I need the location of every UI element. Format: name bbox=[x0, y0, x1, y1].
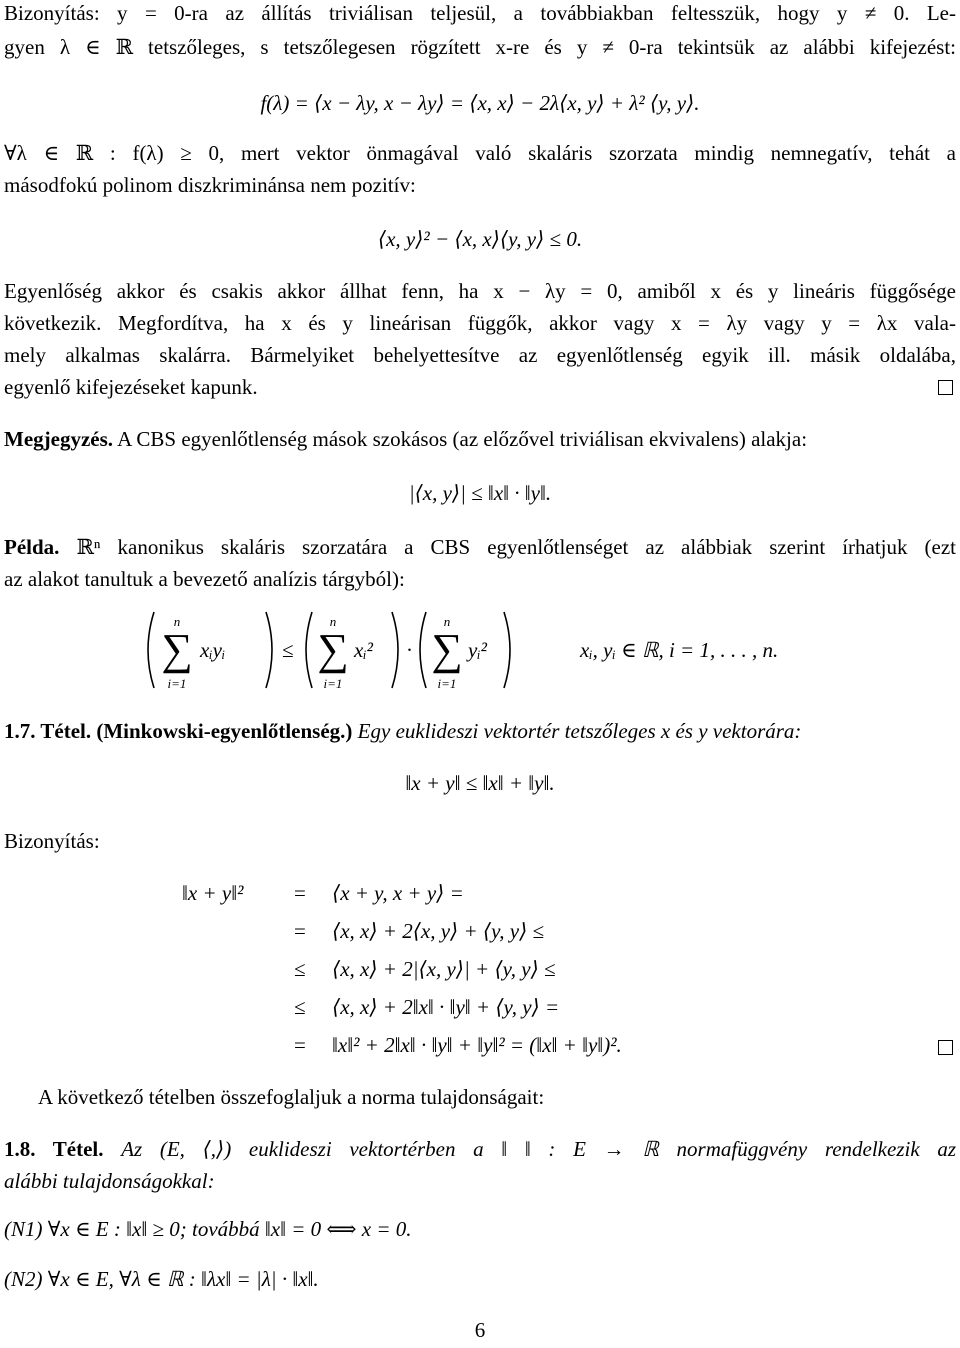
proof1-line8: egyenlő kifejezéseket kapunk. bbox=[4, 375, 258, 399]
sum1-lower: i=1 bbox=[167, 676, 187, 691]
theorem18-text: Az (E, ⟨,⟩) euklideszi vektortérben a ‖ ‖ : E → ℝ normafüggvény rendelkezik az bbox=[121, 1137, 956, 1161]
theorem18-line1 bbox=[4, 1136, 956, 1162]
qed-square-2 bbox=[938, 1040, 953, 1055]
sum-condition: xᵢ, yᵢ ∈ ℝ, i = 1, . . . , n. bbox=[580, 638, 779, 662]
equation-discriminant: ⟨x, y⟩² − ⟨x, x⟩⟨y, y⟩ ≤ 0. bbox=[377, 227, 583, 251]
sum3-upper: n bbox=[443, 614, 451, 629]
equation-f-lambda: f(λ) = ⟨x − λy, x − λy⟩ = ⟨x, x⟩ − 2λ⟨x, y⟩ + λ² ⟨y, y⟩. bbox=[260, 91, 700, 115]
proof1-line6: következik. Megfordítva, ha x és y lineárisan függők, akkor vagy x = λy vagy y = λx vala- bbox=[4, 311, 956, 335]
sum3-sigma-icon: ∑ bbox=[431, 625, 463, 674]
proof1-line4: másodfokú polinom diszkriminánsa nem pozitív: bbox=[4, 173, 416, 197]
proof1-line3: ∀λ ∈ ℝ : f(λ) ≥ 0, mert vektor önmagával való skaláris szorzata mindig nemnegatív, tehát a bbox=[4, 141, 956, 165]
qed-square-1 bbox=[938, 380, 953, 395]
proof1-line5: Egyenlőség akkor és csakis akkor állhat fenn, ha x − λy = 0, amiből x és y lineáris függősége bbox=[4, 279, 956, 303]
align-row-3-rel: ≤ bbox=[294, 957, 306, 981]
align-row-2-rel: = bbox=[294, 919, 306, 943]
theorem18-label: 1.8. Tétel. bbox=[4, 1137, 104, 1161]
align-row-1-lhs: ‖x + y‖² bbox=[182, 881, 244, 905]
sum2-lower: i=1 bbox=[323, 676, 343, 691]
remark-line bbox=[4, 426, 956, 452]
sum3-term: yᵢ² bbox=[468, 638, 487, 662]
align-row-5-rhs: ‖x‖² + 2‖x‖ · ‖y‖ + ‖y‖² = (‖x‖ + ‖y‖)². bbox=[332, 1033, 622, 1057]
equation-cbs-norm: |⟨x, y⟩| ≤ ‖x‖ · ‖y‖. bbox=[408, 481, 552, 505]
align-row-5-rel: = bbox=[294, 1033, 306, 1057]
remark-text: A CBS egyenlőtlenség mások szokásos (az előzővel triviálisan ekvivalens) alakja: bbox=[117, 427, 808, 451]
page-number: 6 bbox=[474, 1318, 486, 1342]
sum2-upper: n bbox=[329, 614, 337, 629]
proof1-line2: gyen λ ∈ ℝ tetszőleges, s tetszőlegesen rögzített x-re és y ≠ 0-ra tekintsük az alábbi kifejezést: bbox=[4, 35, 956, 59]
proof2-label: Bizonyítás: bbox=[4, 829, 100, 853]
equation-minkowski: ‖x + y‖ ≤ ‖x‖ + ‖y‖. bbox=[405, 771, 555, 795]
example-line2: az alakot tanultuk a bevezető analízis tárgyból): bbox=[4, 567, 405, 591]
property-n2: (N2) ∀x ∈ E, ∀λ ∈ ℝ : ‖λx‖ = |λ| · ‖x‖. bbox=[4, 1267, 319, 1291]
example-line1 bbox=[4, 534, 956, 560]
proof1-line1: Bizonyítás: y = 0-ra az állítás triviálisan teljesül, a továbbiakban feltesszük, hogy y ≠ 0. Le- bbox=[4, 1, 956, 25]
theorem17-text: Egy euklideszi vektortér tetszőleges x és y vektorára: bbox=[357, 719, 802, 743]
sum-dot: · bbox=[406, 638, 413, 662]
remark-label: Megjegyzés. bbox=[4, 427, 114, 451]
example-text: ℝⁿ kanonikus skaláris szorzatára a CBS egyenlőtlenséget az alábbiak szerint írhatjuk (ezt bbox=[76, 535, 956, 559]
sum1-upper: n bbox=[173, 614, 181, 629]
align-row-1-rhs: ⟨x + y, x + y⟩ = bbox=[332, 881, 464, 905]
sum1-sigma-icon: ∑ bbox=[161, 625, 193, 674]
align-row-4-rel: ≤ bbox=[294, 995, 306, 1019]
theorem18-line2: alábbi tulajdonságokkal: bbox=[4, 1169, 215, 1193]
example-label: Példa. bbox=[4, 535, 60, 559]
align-row-1-rel: = bbox=[294, 881, 306, 905]
align-row-3-rhs: ⟨x, x⟩ + 2|⟨x, y⟩| + ⟨y, y⟩ ≤ bbox=[332, 957, 556, 981]
sum1-term: xᵢyᵢ bbox=[200, 638, 226, 662]
proof1-line7: mely alkalmas skalárra. Bármelyiket behelyettesítve az egyenlőtlenség egyik ill. másik oldalába, bbox=[4, 343, 956, 367]
align-row-2-rhs: ⟨x, x⟩ + 2⟨x, y⟩ + ⟨y, y⟩ ≤ bbox=[332, 919, 545, 943]
theorem17-line bbox=[4, 718, 956, 744]
theorem17-label: 1.7. Tétel. (Minkowski-egyenlőtlenség.) bbox=[4, 719, 353, 743]
sum-equation bbox=[140, 600, 840, 700]
property-n1: (N1) ∀x ∈ E : ‖x‖ ≥ 0; továbbá ‖x‖ = 0 ⟺ x = 0. bbox=[4, 1217, 412, 1241]
sum3-lower: i=1 bbox=[437, 676, 457, 691]
sum2-sigma-icon: ∑ bbox=[317, 625, 349, 674]
sum-relation: ≤ bbox=[282, 638, 294, 662]
sum2-term: xᵢ² bbox=[354, 638, 373, 662]
summary-text: A következő tételben összefoglaljuk a norma tulajdonságait: bbox=[38, 1085, 545, 1109]
align-row-4-rhs: ⟨x, x⟩ + 2‖x‖ · ‖y‖ + ⟨y, y⟩ = bbox=[332, 995, 560, 1019]
